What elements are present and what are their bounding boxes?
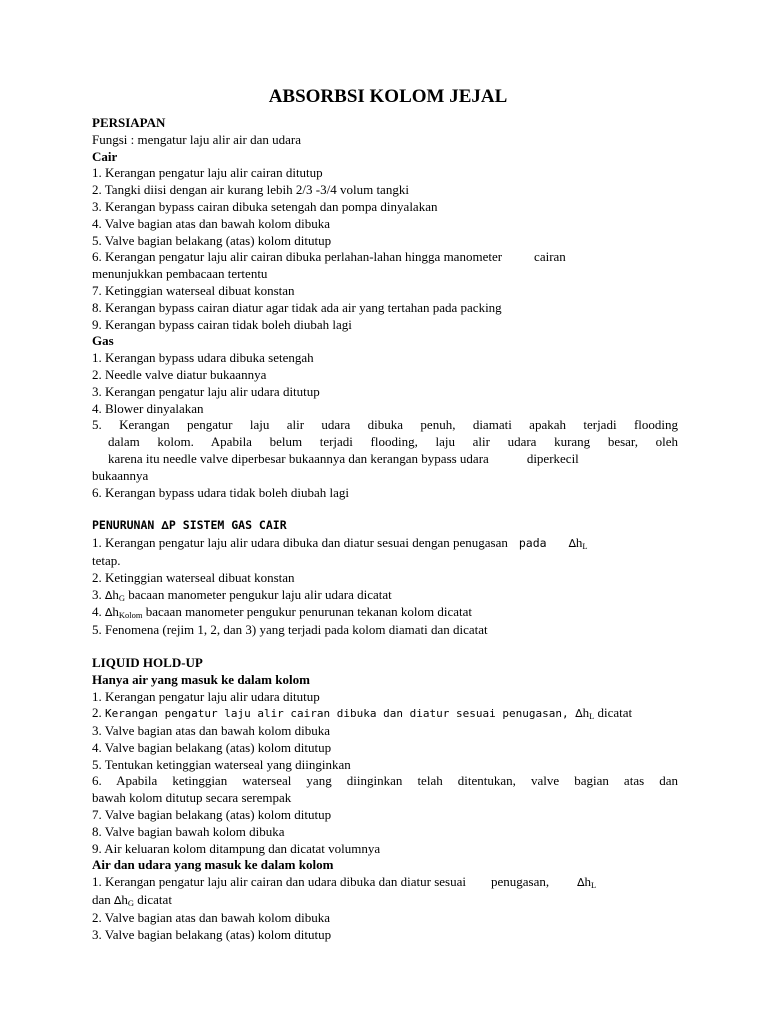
section-heading-holdup: LIQUID HOLD-UP — [92, 654, 203, 670]
holdup-b-item-1-h: h — [584, 874, 591, 890]
penurunan-item-3 — [92, 587, 678, 605]
cair-item-2: 2. Tangki diisi dengan air kurang lebih 2/3 -3/4 volum tangki — [92, 182, 409, 198]
holdup-b-item-1 — [92, 874, 678, 892]
holdup-b-item-1-hg: h — [121, 892, 128, 908]
document-title: ABSORBSI KOLOM JEJAL — [268, 86, 508, 107]
penurunan-heading-a: PENURUNAN — [92, 518, 162, 533]
penurunan-item-1-text: 1. Kerangan pengatur laju alir udara dibuka dan diatur sesuai dengan penugasan — [92, 535, 508, 551]
holdup-item-2-sub: L — [589, 711, 595, 722]
holdup-item-6-line-1: 6. Apabila ketinggian waterseal yang diinginkan telah ditentukan, valve bagian atas dan — [92, 773, 678, 789]
gas-item-6: 6. Kerangan bypass udara tidak boleh diubah lagi — [92, 484, 350, 500]
holdup-b-item-3: 3. Valve bagian belakang (atas) kolom ditutup — [92, 926, 332, 942]
holdup-item-5: 5. Tentukan ketinggian waterseal yang diinginkan — [92, 756, 351, 772]
holdup-item-7: 7. Valve bagian belakang (atas) kolom ditutup — [92, 807, 332, 823]
penurunan-item-4-num: 4. — [92, 604, 105, 620]
cair-item-6 — [92, 249, 678, 266]
penurunan-item-3-num: 3. — [92, 586, 105, 602]
delta-symbol: ∆ — [105, 588, 113, 602]
holdup-b-item-2: 2. Valve bagian atas dan bawah kolom dibuka — [92, 909, 331, 925]
penurunan-item-4 — [92, 604, 678, 622]
cair-item-5: 5. Valve bagian belakang (atas) kolom ditutup — [92, 232, 332, 248]
delta-symbol: ∆ — [575, 707, 583, 721]
subheading-cair: Cair — [92, 148, 118, 164]
penurunan-item-3-sub: G — [118, 592, 125, 603]
holdup-subheading-1: Hanya air yang masuk ke dalam kolom — [92, 671, 310, 687]
section-heading-persiapan: PERSIAPAN — [92, 115, 166, 130]
holdup-item-6-line-2: bawah kolom ditutup secara serempak — [92, 790, 292, 806]
penurunan-item-4-text: bacaan manometer pengukur penurunan tekanan kolom dicatat — [142, 604, 473, 620]
penurunan-item-2: 2. Ketinggian waterseal dibuat konstan — [92, 569, 295, 585]
holdup-item-2 — [92, 705, 678, 723]
penurunan-item-5: 5. Fenomena (rejim 1, 2, dan 3) yang terjadi pada kolom diamati dan dicatat — [92, 622, 488, 638]
gas-item-5-line-2: dalam kolom. Apabila belum terjadi flooding, laju alir udara kurang besar, oleh — [108, 434, 678, 450]
holdup-b-item-1-continued — [92, 892, 678, 910]
gas-item-3: 3. Kerangan pengatur laju alir udara ditutup — [92, 383, 320, 399]
cair-item-7: 7. Ketinggian waterseal dibuat konstan — [92, 282, 295, 298]
holdup-item-1: 1. Kerangan pengatur laju alir udara ditutup — [92, 688, 320, 704]
cair-item-6-text: 6. Kerangan pengatur laju alir cairan dibuka perlahan-lahan hingga manometer — [92, 249, 503, 265]
gas-item-5-line-4: bukaannya — [92, 467, 149, 483]
cair-item-8: 8. Kerangan bypass cairan diatur agar tidak ada air yang tertahan pada packing — [92, 299, 502, 315]
delta-symbol: ∆ — [114, 894, 122, 908]
delta-symbol: ∆ — [161, 519, 169, 533]
cair-item-3: 3. Kerangan bypass cairan dibuka setengah dan pompa dinyalakan — [92, 198, 438, 214]
cair-item-6-continued: menunjukkan pembacaan tertentu — [92, 266, 268, 282]
holdup-item-3: 3. Valve bagian atas dan bawah kolom dibuka — [92, 723, 331, 739]
gas-item-5-line-3 — [92, 451, 678, 468]
gas-item-5-line-1: 5. Kerangan pengatur laju alir udara dibuka penuh, diamati apakah terjadi flooding — [92, 417, 678, 433]
holdup-b-item-1-rest: dicatat — [134, 892, 172, 908]
cair-item-9: 9. Kerangan bypass cairan tidak boleh diubah lagi — [92, 316, 352, 332]
holdup-b-item-1-dan: dan — [92, 892, 115, 908]
holdup-item-2-text: Kerangan pengatur laju alir cairan dibuka dan diatur sesuai penugasan, — [105, 707, 576, 721]
holdup-b-item-1-text: 1. Kerangan pengatur laju alir cairan dan udara dibuka dan diatur sesuai — [92, 874, 466, 890]
penurunan-item-3-text: bacaan manometer pengukur laju alir udara dicatat — [125, 586, 392, 602]
subheading-gas: Gas — [92, 333, 114, 349]
penurunan-item-1-sub: L — [582, 541, 588, 552]
delta-symbol: ∆ — [105, 606, 113, 620]
holdup-subheading-2: Air dan udara yang masuk ke dalam kolom — [92, 857, 334, 873]
penurunan-item-1-h: h — [575, 535, 583, 551]
cair-item-4: 4. Valve bagian atas dan bawah kolom dibuka — [92, 215, 331, 231]
section-heading-penurunan — [92, 517, 678, 535]
holdup-b-item-1-hg-sub: G — [127, 898, 135, 909]
holdup-item-2-rest: dicatat — [594, 705, 633, 721]
gas-item-2: 2. Needle valve diatur bukaannya — [92, 366, 267, 382]
gas-item-1: 1. Kerangan bypass udara dibuka setengah — [92, 350, 314, 366]
cair-item-1: 1. Kerangan pengatur laju alir cairan ditutup — [92, 165, 323, 181]
penurunan-item-1 — [92, 535, 678, 553]
holdup-item-2-h: h — [582, 705, 590, 721]
penurunan-heading-b: P SISTEM GAS CAIR — [168, 518, 287, 533]
penurunan-item-4-h: h — [112, 604, 119, 620]
gas-item-5-line-3-tail: diperkecil — [526, 450, 579, 466]
holdup-b-item-1-penugasan: penugasan, — [490, 874, 550, 890]
holdup-item-2-num: 2. — [92, 705, 105, 721]
holdup-b-item-1-sub: L — [590, 880, 597, 891]
gas-item-5-line-3-text: karena itu needle valve diperbesar bukaannya dan kerangan bypass udara — [108, 450, 489, 466]
holdup-item-8: 8. Valve bagian bawah kolom dibuka — [92, 823, 285, 839]
penurunan-item-3-h: h — [112, 586, 119, 602]
penurunan-item-4-sub: Kolom — [118, 610, 143, 621]
penurunan-item-1-continued: tetap. — [92, 552, 121, 568]
delta-symbol: ∆ — [568, 537, 576, 551]
penurunan-item-1-pada: pada — [518, 536, 547, 551]
fungsi-line: Fungsi : mengatur laju alir air dan udara — [92, 131, 302, 147]
holdup-item-4: 4. Valve bagian belakang (atas) kolom ditutup — [92, 739, 332, 755]
cair-item-6-tail: cairan — [534, 249, 566, 265]
gas-item-4: 4. Blower dinyalakan — [92, 400, 204, 416]
delta-symbol: ∆ — [577, 876, 585, 890]
holdup-item-9: 9. Air keluaran kolom ditampung dan dicatat volumnya — [92, 840, 381, 856]
